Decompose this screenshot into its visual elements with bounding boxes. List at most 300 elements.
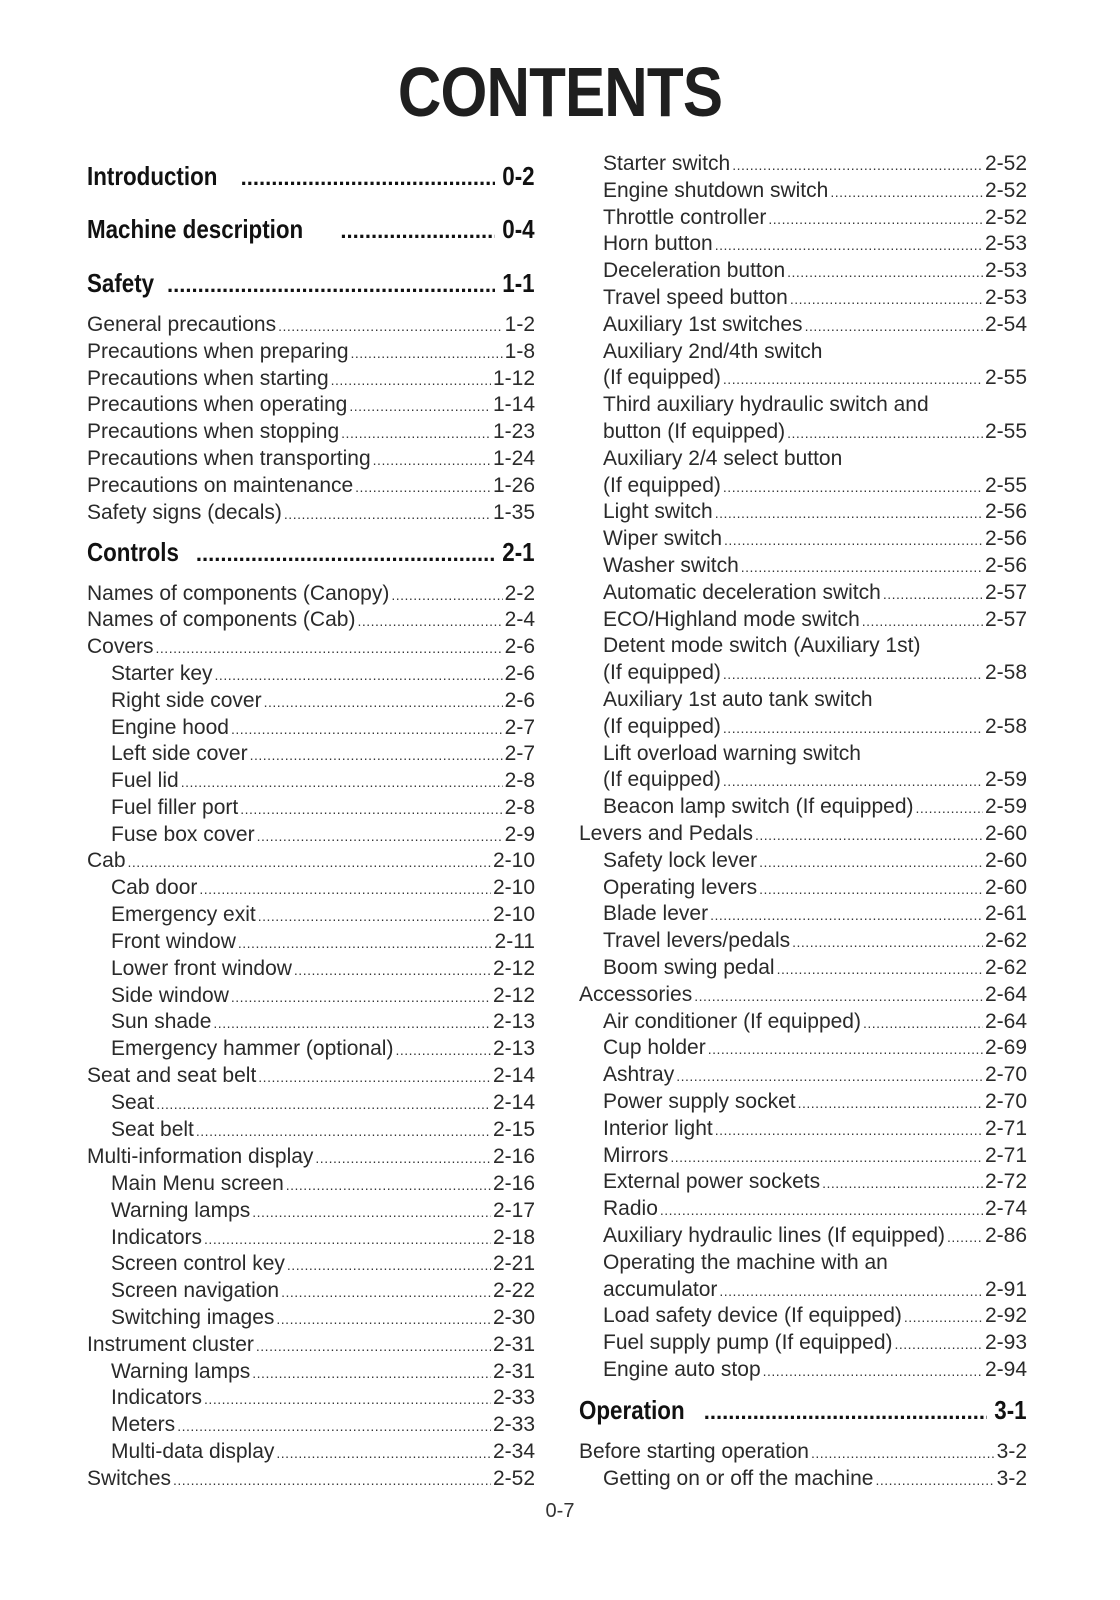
toc-entry[interactable] xyxy=(603,876,1027,900)
toc-entry[interactable] xyxy=(111,1037,535,1061)
toc-entry-title: (If equipped) xyxy=(603,768,721,792)
leader-dots xyxy=(723,479,983,495)
toc-entry-page: 2-6 xyxy=(504,635,535,658)
toc-entry-page: 2-74 xyxy=(984,1197,1027,1221)
leader-dots xyxy=(798,1095,983,1111)
toc-entry-page: 2-13 xyxy=(492,1010,535,1033)
toc-entry-page: 1-35 xyxy=(492,501,535,524)
toc-entry-title: Precautions when operating xyxy=(87,393,348,416)
toc-entry-page: 2-22 xyxy=(492,1279,535,1302)
toc-entry-page: 3-2 xyxy=(996,1467,1027,1490)
toc-entry-title: Cab xyxy=(87,849,126,872)
toc-entry[interactable] xyxy=(111,984,535,1008)
toc-entry[interactable] xyxy=(111,1306,535,1330)
toc-entry-title: Precautions when transporting xyxy=(87,447,371,470)
toc-entry-page: 2-94 xyxy=(984,1358,1027,1381)
toc-entry[interactable] xyxy=(603,179,1027,203)
leader-dots xyxy=(704,1399,988,1425)
toc-entry-title: Blade lever xyxy=(603,902,709,926)
toc-entry[interactable] xyxy=(579,983,1027,1007)
toc-entry[interactable] xyxy=(603,849,1027,873)
toc-entry-page: 2-92 xyxy=(984,1304,1027,1328)
leader-dots xyxy=(281,1284,491,1300)
toc-entry-title: Beacon lamp switch (If equipped) xyxy=(603,795,914,819)
toc-entry-title: Ashtray xyxy=(603,1063,675,1087)
toc-entry[interactable] xyxy=(111,930,535,954)
toc-entry-page: 2-57 xyxy=(984,607,1027,631)
toc-entry-page: 2-70 xyxy=(984,1063,1027,1087)
toc-entry[interactable] xyxy=(87,582,535,606)
leader-dots xyxy=(256,1338,491,1354)
toc-entry[interactable] xyxy=(111,823,535,847)
toc-entry-title: Radio xyxy=(603,1197,658,1221)
toc-entry[interactable] xyxy=(111,716,535,740)
toc-entry-title: Cup holder xyxy=(603,1036,706,1060)
toc-entry-page: 2-64 xyxy=(984,982,1027,1006)
toc-entry-page: 2-13 xyxy=(492,1037,535,1060)
toc-entry-page: 2-57 xyxy=(984,580,1027,604)
leader-dots xyxy=(196,541,496,567)
toc-entry[interactable] xyxy=(87,501,535,525)
toc-entry[interactable] xyxy=(87,340,535,364)
toc-entry[interactable] xyxy=(111,876,535,900)
leader-dots xyxy=(250,747,503,763)
toc-entry-title: Machine description xyxy=(87,214,304,244)
toc-entry-page: 2-52 xyxy=(492,1467,535,1490)
leader-dots xyxy=(341,425,491,441)
toc-entry-title: Switching images xyxy=(111,1306,275,1329)
toc-entry[interactable] xyxy=(603,313,1027,337)
toc-entry-page: 2-1 xyxy=(502,537,535,567)
leader-dots xyxy=(252,1365,491,1381)
leader-dots xyxy=(916,800,983,816)
toc-entry-title: Auxiliary hydraulic lines (If equipped) xyxy=(603,1224,945,1247)
toc-entry-page: 2-4 xyxy=(504,608,535,631)
leader-dots xyxy=(895,1336,983,1352)
toc-entry-title: Engine shutdown switch xyxy=(603,178,829,202)
toc-entry-title: Precautions when starting xyxy=(87,367,329,390)
toc-entry-page: 2-62 xyxy=(984,956,1027,979)
toc-entry-title: Main Menu screen xyxy=(111,1172,284,1195)
toc-entry[interactable] xyxy=(111,1279,535,1303)
leader-dots xyxy=(204,1231,491,1247)
toc-entry[interactable] xyxy=(111,1118,535,1142)
toc-entry-page: 2-60 xyxy=(984,875,1027,899)
leader-dots xyxy=(710,907,983,923)
toc-entry[interactable] xyxy=(603,500,1027,524)
leader-dots xyxy=(759,854,983,870)
leader-dots xyxy=(357,613,502,629)
toc-entry-title: Warning lamps xyxy=(111,1360,251,1383)
leader-dots xyxy=(351,345,503,361)
leader-dots xyxy=(231,989,491,1005)
toc-entry[interactable] xyxy=(87,420,535,444)
toc-entry-page: 2-34 xyxy=(492,1440,535,1463)
toc-entry-page: 2-59 xyxy=(984,768,1027,792)
toc-entry-title: Left side cover xyxy=(111,742,248,765)
toc-entry-text: Auxiliary 2nd/4th switch xyxy=(603,339,823,363)
toc-entry-title: Wiper switch xyxy=(603,527,723,551)
toc-entry[interactable] xyxy=(603,929,1027,953)
leader-dots xyxy=(676,1068,983,1084)
leader-dots xyxy=(715,505,983,521)
toc-entry-page: 2-71 xyxy=(984,1116,1027,1140)
leader-dots xyxy=(349,398,491,414)
toc-entry[interactable] xyxy=(603,1090,1027,1114)
toc-entry-title: Precautions on maintenance xyxy=(87,474,354,497)
toc-entry-page: 2-71 xyxy=(984,1143,1027,1167)
toc-entry-title: Emergency hammer (optional) xyxy=(111,1037,394,1060)
toc-section-entry[interactable] xyxy=(87,214,535,245)
toc-entry-title: Air conditioner (If equipped) xyxy=(603,1009,861,1033)
toc-entry-title: Introduction xyxy=(87,161,218,191)
toc-entry-page: 2-52 xyxy=(984,178,1027,202)
leader-dots xyxy=(181,774,503,790)
toc-entry-text: Lift overload warning switch xyxy=(603,741,861,765)
toc-entry-page: 2-58 xyxy=(984,661,1027,685)
toc-entry[interactable] xyxy=(87,367,535,391)
toc-entry-page: 1-24 xyxy=(492,447,535,470)
toc-entry-title: Seat and seat belt xyxy=(87,1064,257,1087)
toc-entry[interactable] xyxy=(603,232,1027,256)
toc-entry-title: Seat belt xyxy=(111,1118,194,1141)
toc-entry-title: accumulator xyxy=(603,1277,718,1301)
toc-entry-page: 2-53 xyxy=(984,259,1027,283)
leader-dots xyxy=(741,559,983,575)
toc-entry[interactable] xyxy=(603,286,1027,310)
toc-entry[interactable] xyxy=(111,1252,535,1276)
toc-entry-page: 2-18 xyxy=(492,1226,535,1249)
toc-entry-title: Power supply socket xyxy=(603,1090,796,1113)
toc-entry[interactable] xyxy=(111,903,535,927)
toc-entry[interactable] xyxy=(603,1304,1027,1328)
toc-entry[interactable] xyxy=(87,1333,535,1357)
toc-entry-title: Names of components (Cab) xyxy=(87,608,356,631)
toc-entry-page: 3-1 xyxy=(994,1395,1027,1425)
leader-dots xyxy=(204,1391,491,1407)
toc-entry[interactable] xyxy=(603,1063,1027,1087)
leader-dots xyxy=(294,962,491,978)
toc-entry-text: Third auxiliary hydraulic switch and xyxy=(603,393,929,417)
toc-entry-title: Fuse box cover xyxy=(111,823,255,846)
leader-dots xyxy=(240,801,502,817)
leader-dots xyxy=(759,881,983,897)
toc-entry-title: Throttle controller xyxy=(603,205,767,229)
leader-dots xyxy=(241,165,496,191)
toc-entry-page: 3-2 xyxy=(996,1440,1027,1463)
toc-entry[interactable] xyxy=(87,1467,535,1491)
toc-entry-title: Before starting operation xyxy=(579,1440,809,1463)
toc-entry[interactable] xyxy=(111,1010,535,1034)
toc-entry[interactable] xyxy=(603,420,1027,444)
toc-entry-page: 2-56 xyxy=(984,527,1027,551)
toc-entry-text: Detent mode switch (Auxiliary 1st) xyxy=(603,634,921,658)
toc-entry-title: ECO/Highland mode switch xyxy=(603,607,860,631)
toc-entry-page: 2-55 xyxy=(984,366,1027,390)
toc-entry[interactable] xyxy=(603,259,1027,283)
toc-entry[interactable] xyxy=(579,822,1027,846)
toc-entry[interactable] xyxy=(87,393,535,417)
toc-entry-title: Deceleration button xyxy=(603,259,786,283)
toc-entry-title: Indicators xyxy=(111,1386,203,1409)
leader-dots xyxy=(777,961,983,977)
leader-dots xyxy=(257,828,503,844)
toc-entry-title: Automatic deceleration switch xyxy=(603,580,881,604)
toc-entry-title: Controls xyxy=(87,537,179,567)
leader-dots xyxy=(391,587,502,603)
leader-dots xyxy=(264,694,503,710)
leader-dots xyxy=(315,1150,491,1166)
leader-dots xyxy=(787,425,983,441)
toc-entry-title: Boom swing pedal xyxy=(603,956,775,979)
toc-entry-title: (If equipped) xyxy=(603,473,721,497)
toc-entry[interactable] xyxy=(111,1091,535,1115)
leader-dots xyxy=(947,1229,983,1245)
toc-section-entry[interactable] xyxy=(87,268,535,299)
toc-entry[interactable] xyxy=(603,474,1027,498)
toc-entry-page: 2-33 xyxy=(492,1386,535,1409)
toc-entry[interactable] xyxy=(603,1278,1027,1302)
toc-entry-title: Safety xyxy=(87,268,155,298)
toc-entry[interactable] xyxy=(603,956,1027,980)
toc-entry[interactable] xyxy=(111,689,535,713)
toc-entry-page: 2-52 xyxy=(984,205,1027,229)
toc-entry-page: 2-55 xyxy=(984,420,1027,443)
leader-dots xyxy=(883,586,983,602)
toc-entry-title: Getting on or off the machine xyxy=(603,1467,874,1490)
toc-entry-page: 2-14 xyxy=(492,1091,535,1114)
leader-dots xyxy=(238,935,493,951)
toc-entry-title: Starter switch xyxy=(603,152,731,175)
leader-dots xyxy=(724,532,983,548)
toc-entry-title: Multi-information display xyxy=(87,1145,314,1168)
toc-entry[interactable] xyxy=(603,152,1027,176)
leader-dots xyxy=(156,1096,491,1112)
toc-entry[interactable] xyxy=(111,957,535,981)
toc-entry-page: 2-10 xyxy=(492,903,535,926)
toc-entry-title: Precautions when stopping xyxy=(87,420,340,443)
toc-entry-page: 2-8 xyxy=(504,796,535,819)
toc-entry-page: 2-91 xyxy=(984,1277,1027,1301)
leader-dots xyxy=(331,372,491,388)
toc-entry-page: 2-16 xyxy=(492,1145,535,1168)
toc-entry[interactable] xyxy=(603,527,1027,551)
toc-entry[interactable] xyxy=(603,206,1027,230)
toc-entry-title: Engine auto stop xyxy=(603,1358,761,1381)
toc-entry-title: (If equipped) xyxy=(603,661,721,685)
leader-dots xyxy=(278,318,503,334)
toc-entry-title: Instrument cluster xyxy=(87,1333,254,1356)
toc-entry-text: Auxiliary 1st auto tank switch xyxy=(603,688,873,711)
toc-entry-page: 2-7 xyxy=(504,716,535,739)
toc-entry-title: Multi-data display xyxy=(111,1440,275,1463)
leader-dots xyxy=(875,1472,994,1488)
leader-dots xyxy=(755,827,983,843)
toc-entry-page: 2-6 xyxy=(504,689,535,712)
toc-entry-page: 1-26 xyxy=(492,474,535,497)
leader-dots xyxy=(276,1311,491,1327)
toc-entry[interactable] xyxy=(111,1413,535,1437)
leader-dots xyxy=(258,908,491,924)
toc-entry-title: Fuel lid xyxy=(111,769,179,792)
leader-dots xyxy=(252,1204,491,1220)
toc-entry-title: Cab door xyxy=(111,876,198,899)
toc-entry-title: Travel levers/pedals xyxy=(603,929,791,953)
toc-entry[interactable] xyxy=(111,742,535,766)
toc-entry[interactable] xyxy=(87,313,535,337)
leader-dots xyxy=(863,1015,983,1031)
toc-entry[interactable] xyxy=(603,768,1027,792)
toc-entry-title: Washer switch xyxy=(603,554,739,577)
toc-entry[interactable] xyxy=(111,1386,535,1410)
toc-entry-page: 2-86 xyxy=(984,1224,1027,1247)
toc-entry-page: 0-4 xyxy=(502,214,535,244)
toc-entry-title: Operating levers xyxy=(603,875,758,899)
leader-dots xyxy=(723,720,983,736)
toc-entry-title: Fuel supply pump (If equipped) xyxy=(603,1331,893,1355)
toc-entry[interactable] xyxy=(111,1172,535,1196)
toc-entry-title: Front window xyxy=(111,930,236,953)
leader-dots xyxy=(660,1202,983,1218)
toc-entry-title: Switches xyxy=(87,1467,172,1490)
toc-entry[interactable] xyxy=(603,1467,1027,1491)
toc-entry-page: 2-14 xyxy=(492,1064,535,1087)
toc-entry[interactable] xyxy=(111,1440,535,1464)
toc-entry[interactable] xyxy=(603,715,1027,739)
toc-entry-page: 2-6 xyxy=(504,662,535,685)
leader-dots xyxy=(723,773,983,789)
toc-entry[interactable] xyxy=(603,1036,1027,1060)
toc-entry-page: 2-7 xyxy=(504,742,535,765)
toc-entry-page: 1-2 xyxy=(504,313,535,336)
toc-entry[interactable] xyxy=(87,1064,535,1088)
leader-dots xyxy=(177,1418,491,1434)
toc-entry[interactable] xyxy=(603,608,1027,632)
toc-entry-page: 2-10 xyxy=(492,876,535,899)
toc-entry[interactable] xyxy=(603,1358,1027,1382)
toc-entry-title: Accessories xyxy=(579,982,693,1006)
leader-dots xyxy=(156,640,503,656)
page-number: 0-7 xyxy=(545,1500,575,1522)
toc-entry-page: 2-70 xyxy=(984,1090,1027,1113)
toc-entry[interactable] xyxy=(603,366,1027,390)
toc-entry[interactable] xyxy=(111,662,535,686)
leader-dots xyxy=(196,1123,491,1139)
toc-entry-page: 1-12 xyxy=(492,367,535,390)
toc-entry-title: Warning lamps xyxy=(111,1199,251,1222)
toc-entry-page: 2-33 xyxy=(492,1413,535,1436)
toc-entry-page: 2-56 xyxy=(984,554,1027,577)
toc-entry[interactable] xyxy=(111,769,535,793)
toc-section-entry[interactable] xyxy=(87,537,535,568)
toc-entry[interactable] xyxy=(111,1199,535,1223)
leader-dots xyxy=(811,1445,995,1461)
toc-entry-title: Covers xyxy=(87,635,154,658)
toc-entry-page: 2-58 xyxy=(984,714,1027,738)
leader-dots xyxy=(213,1015,491,1031)
toc-entry-page: 2-17 xyxy=(492,1199,535,1222)
toc-entry-title: Load safety device (If equipped) xyxy=(603,1304,902,1328)
leader-dots xyxy=(215,667,503,683)
leader-dots xyxy=(904,1309,983,1325)
toc-entry[interactable] xyxy=(111,1360,535,1384)
toc-entry-page: 2-72 xyxy=(984,1170,1027,1194)
toc-entry[interactable] xyxy=(87,474,535,498)
toc-entry-page: 1-14 xyxy=(492,393,535,416)
toc-entry[interactable] xyxy=(603,554,1027,578)
toc-entry[interactable] xyxy=(579,1440,1027,1464)
toc-entry-page: 2-52 xyxy=(984,152,1027,175)
toc-entry-page: 2-31 xyxy=(492,1333,535,1356)
toc-entry[interactable] xyxy=(87,635,535,659)
leader-dots xyxy=(670,1149,983,1165)
toc-entry[interactable] xyxy=(603,661,1027,685)
toc-entry[interactable] xyxy=(603,1117,1027,1141)
toc-entry-title: button (If equipped) xyxy=(603,420,786,443)
toc-section-entry[interactable] xyxy=(87,161,535,192)
toc-entry-page: 2-60 xyxy=(984,822,1027,845)
toc-entry-page: 2-55 xyxy=(984,473,1027,497)
leader-dots xyxy=(830,184,983,200)
toc-entry[interactable] xyxy=(603,1010,1027,1034)
toc-entry-title: General precautions xyxy=(87,313,277,336)
toc-entry-title: Mirrors xyxy=(603,1143,669,1167)
leader-dots xyxy=(276,1445,491,1461)
leader-dots xyxy=(792,934,983,950)
toc-entry[interactable] xyxy=(603,902,1027,926)
toc-entry-page: 2-11 xyxy=(494,930,535,953)
toc-entry-title: Travel speed button xyxy=(603,286,788,309)
leader-dots xyxy=(286,1177,491,1193)
toc-entry[interactable] xyxy=(603,1224,1027,1248)
leader-dots xyxy=(373,452,491,468)
toc-entry-page: 2-61 xyxy=(984,902,1027,926)
toc-entry-page: 2-12 xyxy=(492,957,535,980)
toc-entry[interactable] xyxy=(603,1144,1027,1168)
toc-entry-title: Interior light xyxy=(603,1116,713,1140)
toc-entry-title: Right side cover xyxy=(111,689,262,712)
toc-entry[interactable] xyxy=(111,796,535,820)
toc-entry-title: Engine hood xyxy=(111,716,229,739)
toc-entry[interactable] xyxy=(87,1145,535,1169)
toc-entry[interactable] xyxy=(87,447,535,471)
toc-entry[interactable] xyxy=(603,795,1027,819)
toc-entry[interactable] xyxy=(87,608,535,632)
toc-entry[interactable] xyxy=(603,1170,1027,1194)
toc-entry-title: (If equipped) xyxy=(603,714,721,738)
toc-entry-title: Fuel filler port xyxy=(111,796,239,819)
toc-entry-title: Indicators xyxy=(111,1226,203,1249)
toc-entry-page: 2-62 xyxy=(984,929,1027,953)
toc-entry[interactable] xyxy=(603,1197,1027,1221)
toc-entry-page: 2-21 xyxy=(492,1252,535,1275)
toc-entry[interactable] xyxy=(603,1331,1027,1355)
toc-entry[interactable] xyxy=(87,849,535,873)
toc-entry-title: Precautions when preparing xyxy=(87,340,349,363)
toc-entry-page: 2-8 xyxy=(504,769,535,792)
toc-entry[interactable] xyxy=(111,1226,535,1250)
leader-dots xyxy=(231,721,503,737)
toc-entry[interactable] xyxy=(603,581,1027,605)
toc-section-entry[interactable] xyxy=(579,1395,1027,1426)
toc-entry-page: 2-31 xyxy=(492,1360,535,1383)
toc-entry-page: 2-59 xyxy=(984,795,1027,819)
toc-entry-page: 2-16 xyxy=(492,1172,535,1195)
toc-entry-text: Operating the machine with an xyxy=(603,1250,888,1274)
toc-entry-title: Screen navigation xyxy=(111,1279,280,1302)
toc-entry-page: 2-56 xyxy=(984,500,1027,524)
toc-entry-page: 2-10 xyxy=(492,849,535,872)
